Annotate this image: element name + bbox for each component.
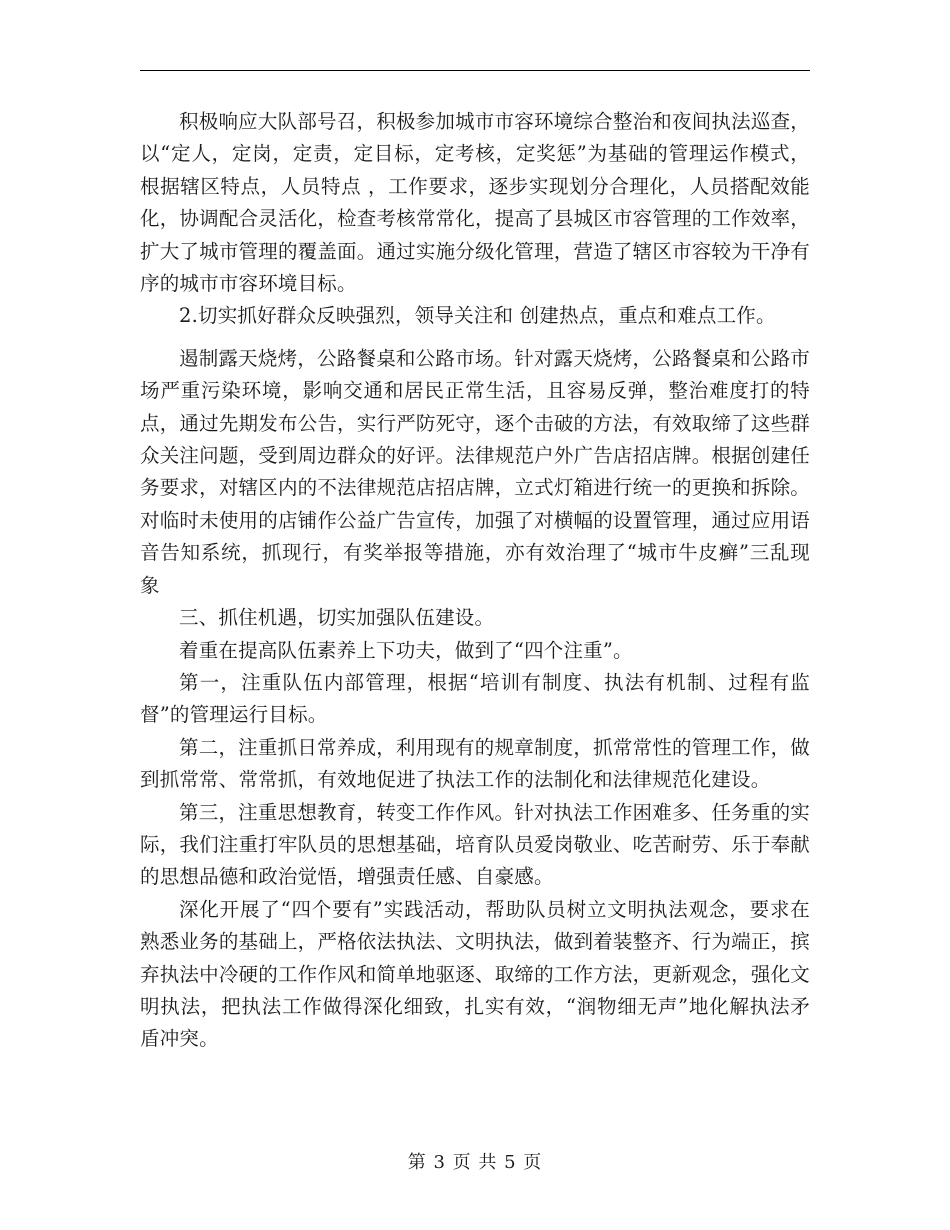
paragraph-bbq-control: 遏制露天烧烤，公路餐桌和公路市场。针对露天烧烤，公路餐桌和公路市场严重污染环境，影响交通和居民正常生活，且容易反弹，整治难度打的特点，通过先期发布公告，实行严防死守，逐个击破的方法，有效取缔了这些群众关注问题，受到周边群众的好评。法律规范户外广告店招店牌。根据创建任务要求，对辖区内的不法律规范店招店牌，立式灯箱进行统一的更换和拆除。对临时未使用的店铺作公益广告宣传，加强了对横幅的设置管理，通过应用语音告知系统，抓现行，有奖举报等措施，亦有效治理了“城市牛皮癣”三乱现象 bbox=[140, 346, 810, 597]
paragraph-first: 第一，注重队伍内部管理，根据“培训有制度、执法有机制、过程有监督”的管理运行目标。 bbox=[140, 670, 810, 727]
paragraph-heading-3: 三、抓住机遇，切实加强队伍建设。 bbox=[179, 606, 495, 630]
paragraph-third: 第三，注重思想教育，转变工作作风。针对执法工作困难多、任务重的实际，我们注重打牢队员的思想基础，培育队员爱岗敬业、吃苦耐劳、乐于奉献的思想品德和政治觉悟，增强责任感、自豪感。 bbox=[140, 800, 810, 889]
paragraph-heading-2: 2.切实抓好群众反映强烈，领导关注和 创建热点，重点和难点工作。 bbox=[179, 304, 776, 328]
page-number: 第 3 页 共 5 页 bbox=[407, 1152, 543, 1173]
paragraph-patrol: 积极响应大队部号召，积极参加城市市容环境综合整治和夜间执法巡查，以“定人，定岗，定责，定目标，定考核，定奖惩”为基础的管理运作模式，根据辖区特点，人员特点 ，工作要求，逐步实现划分合理化，人员搭配效能化，协调配合灵活化，检查考核常常化，提高了县城区市容管理的工作效率，扩大了城市管理的覆盖面。通过实施分级化管理，营造了辖区市容较为干净有序的城市市容环境目标。 bbox=[140, 110, 810, 296]
document-body bbox=[140, 106, 810, 1056]
paragraph-second: 第二，注重抓日常养成，利用现有的规章制度，抓常常性的管理工作，做到抓常常、常常抓，有效地促进了执法工作的法制化和法律规范化建设。 bbox=[140, 735, 810, 792]
paragraph-four-focus: 着重在提高队伍素养上下功夫，做到了“四个注重”。 bbox=[179, 638, 633, 662]
paragraph-practice: 深化开展了“四个要有”实践活动，帮助队员树立文明执法观念，要求在熟悉业务的基础上，严格依法执法、文明执法，做到着装整齐、行为端正，摈弃执法中冷硬的工作作风和简单地驱逐、取缔的工作方法，更新观念，强化文明执法，把执法工作做得深化细致，扎实有效，“润物细无声”地化解执法矛盾冲突。 bbox=[140, 897, 810, 1051]
header-rule bbox=[140, 70, 810, 71]
